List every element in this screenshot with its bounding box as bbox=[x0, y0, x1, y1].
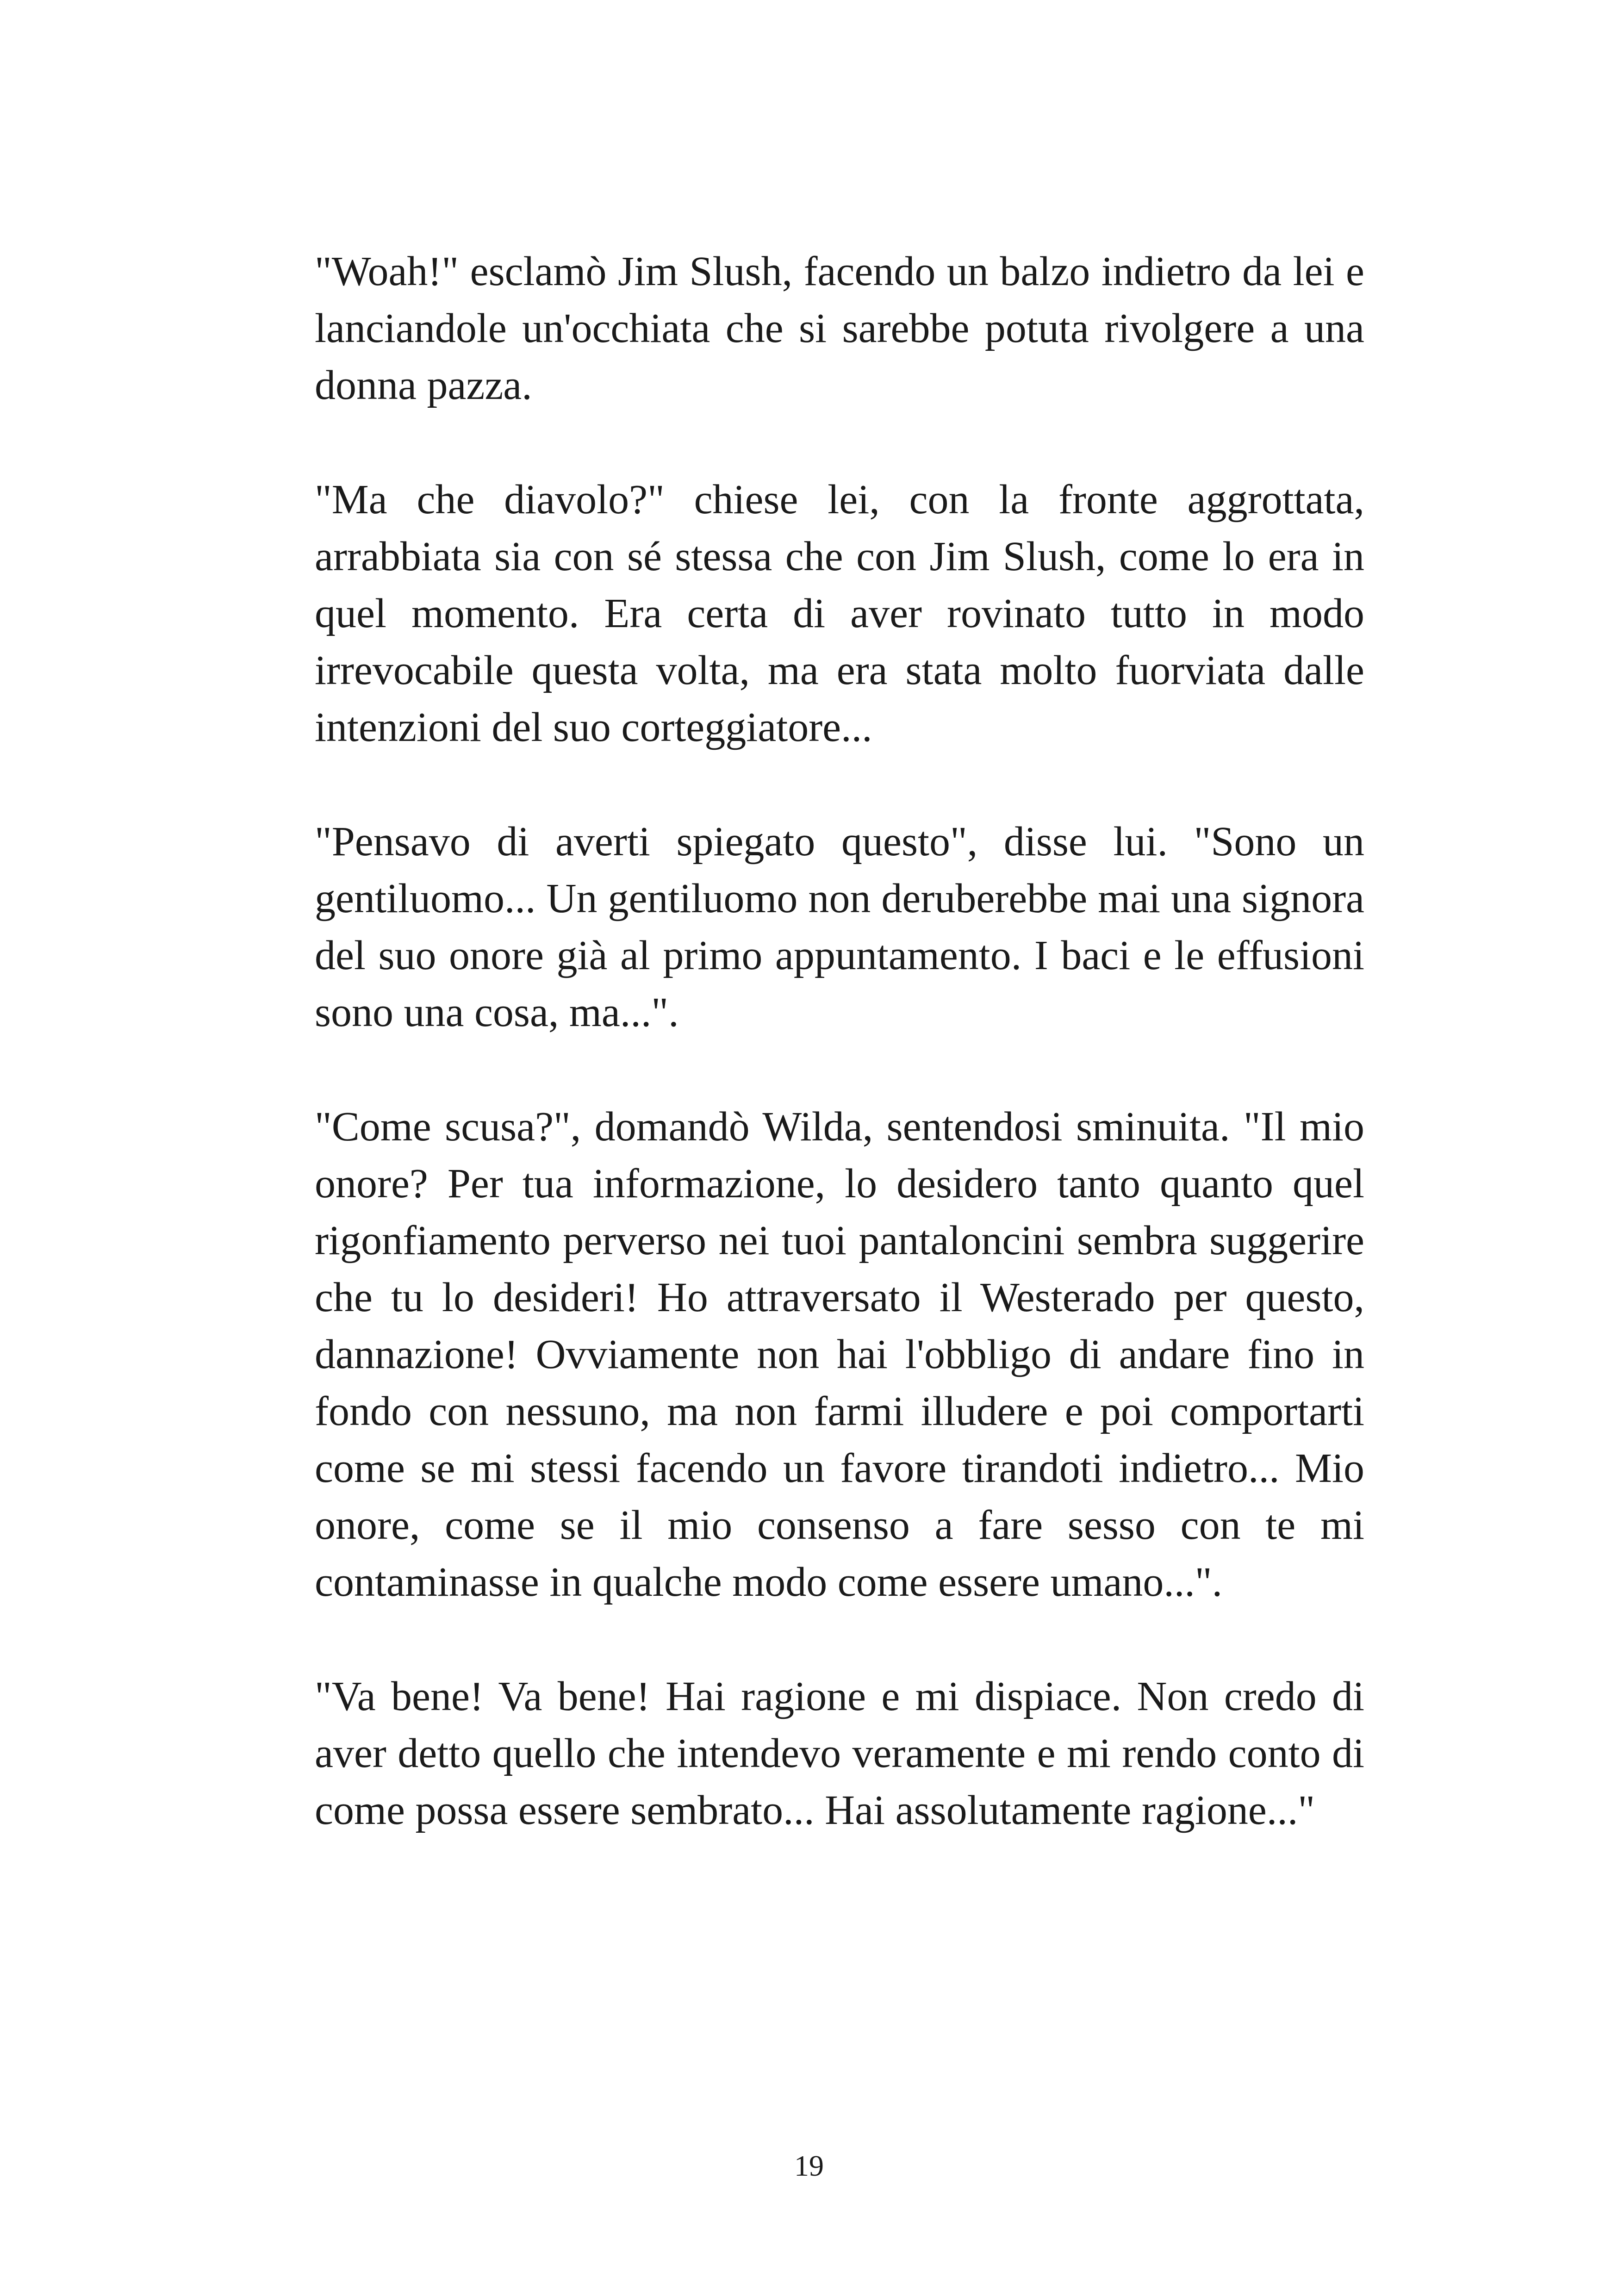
paragraph: "Woah!" esclamò Jim Slush, facendo un balzo indietro da lei e lanciandole un'occhiata che si sarebbe potuta rivolgere a una donna pazza. bbox=[315, 249, 1364, 408]
paragraph: "Va bene! Va bene! Hai ragione e mi dispiace. Non credo di aver detto quello che intendevo veramente e mi rendo conto di come possa essere sembrato... Hai assolutamente ragione..." bbox=[315, 1674, 1364, 1833]
page-number: 19 bbox=[794, 2149, 824, 2182]
paragraph: "Ma che diavolo?" chiese lei, con la fronte aggrottata, arrabbiata sia con sé stessa che con Jim Slush, come lo era in quel momento. Era certa di aver rovinato tutto in modo irrevocabile questa volta, ma era stata molto fuorviata dalle intenzioni del suo corteggiatore... bbox=[315, 477, 1364, 750]
body-text bbox=[315, 243, 1364, 1896]
paragraph: "Come scusa?", domandò Wilda, sentendosi sminuita. "Il mio onore? Per tua informazione, lo desidero tanto quanto quel rigonfiamento perverso nei tuoi pantaloncini sembra suggerire che tu lo desideri! Ho attraversato il Westerado per questo, dannazione! Ovviamente non hai l'obbligo di andare fino in fondo con nessuno, ma non farmi illudere e poi comportarti come se mi stessi facendo un favore tirandoti indietro... Mio onore, come se il mio consenso a fare sesso con te mi contaminasse in qualche modo come essere umano...". bbox=[315, 1104, 1364, 1605]
paragraph: "Pensavo di averti spiegato questo", disse lui. "Sono un gentiluomo... Un gentiluomo non deruberebbe mai una signora del suo onore già al primo appuntamento. I baci e le effusioni sono una cosa, ma...". bbox=[315, 819, 1364, 1035]
